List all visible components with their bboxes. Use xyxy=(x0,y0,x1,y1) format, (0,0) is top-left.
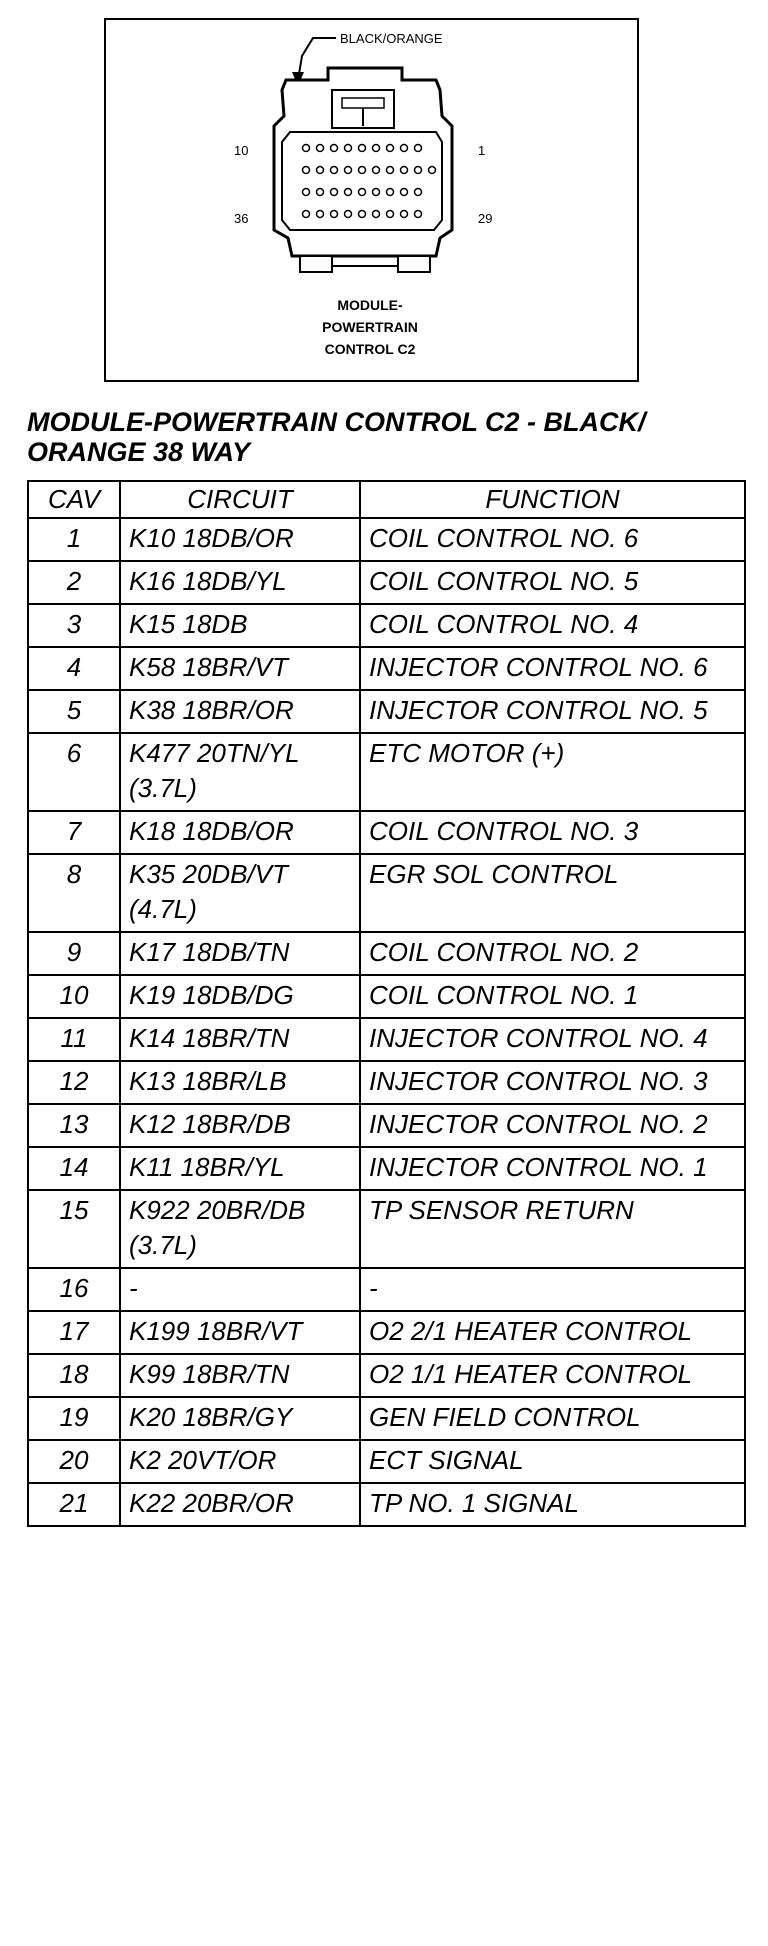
cav-cell: 1 xyxy=(28,518,120,561)
table-row xyxy=(28,1018,745,1061)
function-cell: INJECTOR CONTROL NO. 1 xyxy=(360,1147,745,1190)
cav-cell: 13 xyxy=(28,1104,120,1147)
function-cell: O2 2/1 HEATER CONTROL xyxy=(360,1311,745,1354)
table-row xyxy=(28,1147,745,1190)
function-cell: TP SENSOR RETURN xyxy=(360,1190,745,1268)
caption-line-1: MODULE- xyxy=(337,297,403,313)
table-row xyxy=(28,518,745,561)
circuit-cell: K2 20VT/OR xyxy=(120,1440,360,1483)
circuit-cell: K20 18BR/GY xyxy=(120,1397,360,1440)
cav-cell: 18 xyxy=(28,1354,120,1397)
circuit-cell: K14 18BR/TN xyxy=(120,1018,360,1061)
cav-cell: 14 xyxy=(28,1147,120,1190)
cav-cell: 12 xyxy=(28,1061,120,1104)
cav-cell: 16 xyxy=(28,1268,120,1311)
cav-cell: 17 xyxy=(28,1311,120,1354)
cav-cell: 15 xyxy=(28,1190,120,1268)
table-row xyxy=(28,1061,745,1104)
pinout-table xyxy=(27,480,746,1527)
table-row xyxy=(28,932,745,975)
header-function: FUNCTION xyxy=(360,481,745,518)
circuit-cell: K38 18BR/OR xyxy=(120,690,360,733)
circuit-cell: K58 18BR/VT xyxy=(120,647,360,690)
table-row xyxy=(28,854,745,932)
cav-cell: 4 xyxy=(28,647,120,690)
pin-label-1: 1 xyxy=(478,143,486,158)
function-cell: ETC MOTOR (+) xyxy=(360,733,745,811)
table-row xyxy=(28,1354,745,1397)
circuit-cell: K99 18BR/TN xyxy=(120,1354,360,1397)
header-cav: CAV xyxy=(28,481,120,518)
caption-line-3: CONTROL C2 xyxy=(324,341,416,357)
table-row xyxy=(28,561,745,604)
cav-cell: 9 xyxy=(28,932,120,975)
table-row xyxy=(28,1440,745,1483)
table-heading: MODULE-POWERTRAIN CONTROL C2 - BLACK/ ORANGE 38 WAY xyxy=(27,407,646,467)
table-row xyxy=(28,733,745,811)
caption-line-2: POWERTRAIN xyxy=(322,319,418,335)
table-row xyxy=(28,1104,745,1147)
table-row xyxy=(28,1190,745,1268)
circuit-cell: K17 18DB/TN xyxy=(120,932,360,975)
circuit-cell: K18 18DB/OR xyxy=(120,811,360,854)
function-cell: - xyxy=(360,1268,745,1311)
table-row xyxy=(28,1311,745,1354)
table-row xyxy=(28,1268,745,1311)
function-cell: COIL CONTROL NO. 3 xyxy=(360,811,745,854)
connector-diagram xyxy=(106,20,637,380)
circuit-cell: K199 18BR/VT xyxy=(120,1311,360,1354)
table-row xyxy=(28,1397,745,1440)
function-cell: COIL CONTROL NO. 1 xyxy=(360,975,745,1018)
function-cell: EGR SOL CONTROL xyxy=(360,854,745,932)
circuit-cell: K16 18DB/YL xyxy=(120,561,360,604)
cav-cell: 6 xyxy=(28,733,120,811)
cav-cell: 3 xyxy=(28,604,120,647)
function-cell: COIL CONTROL NO. 5 xyxy=(360,561,745,604)
function-cell: TP NO. 1 SIGNAL xyxy=(360,1483,745,1526)
function-cell: INJECTOR CONTROL NO. 4 xyxy=(360,1018,745,1061)
pin-label-36: 36 xyxy=(234,211,249,226)
cav-cell: 2 xyxy=(28,561,120,604)
function-cell: O2 1/1 HEATER CONTROL xyxy=(360,1354,745,1397)
table-row xyxy=(28,811,745,854)
function-cell: COIL CONTROL NO. 6 xyxy=(360,518,745,561)
table-row xyxy=(28,647,745,690)
circuit-cell: - xyxy=(120,1268,360,1311)
function-cell: ECT SIGNAL xyxy=(360,1440,745,1483)
cav-cell: 7 xyxy=(28,811,120,854)
cav-cell: 10 xyxy=(28,975,120,1018)
table-row xyxy=(28,975,745,1018)
callout-label: BLACK/ORANGE xyxy=(340,31,443,46)
cav-cell: 19 xyxy=(28,1397,120,1440)
pin-label-29: 29 xyxy=(478,211,493,226)
circuit-cell: K12 18BR/DB xyxy=(120,1104,360,1147)
function-cell: COIL CONTROL NO. 4 xyxy=(360,604,745,647)
connector-tab-left xyxy=(300,256,332,272)
table-row xyxy=(28,1483,745,1526)
header-circuit: CIRCUIT xyxy=(120,481,360,518)
cav-cell: 8 xyxy=(28,854,120,932)
table-row xyxy=(28,604,745,647)
cav-cell: 11 xyxy=(28,1018,120,1061)
function-cell: INJECTOR CONTROL NO. 6 xyxy=(360,647,745,690)
function-cell: INJECTOR CONTROL NO. 2 xyxy=(360,1104,745,1147)
circuit-cell: K19 18DB/DG xyxy=(120,975,360,1018)
circuit-cell: K10 18DB/OR xyxy=(120,518,360,561)
function-cell: GEN FIELD CONTROL xyxy=(360,1397,745,1440)
circuit-cell: K477 20TN/YL (3.7L) xyxy=(120,733,360,811)
circuit-cell: K11 18BR/YL xyxy=(120,1147,360,1190)
cav-cell: 21 xyxy=(28,1483,120,1526)
connector-figure xyxy=(104,18,639,382)
cav-cell: 20 xyxy=(28,1440,120,1483)
function-cell: INJECTOR CONTROL NO. 5 xyxy=(360,690,745,733)
circuit-cell: K15 18DB xyxy=(120,604,360,647)
circuit-cell: K35 20DB/VT (4.7L) xyxy=(120,854,360,932)
circuit-cell: K22 20BR/OR xyxy=(120,1483,360,1526)
table-row xyxy=(28,690,745,733)
connector-tab-right xyxy=(398,256,430,272)
cav-cell: 5 xyxy=(28,690,120,733)
circuit-cell: K13 18BR/LB xyxy=(120,1061,360,1104)
function-cell: INJECTOR CONTROL NO. 3 xyxy=(360,1061,745,1104)
table-header-row xyxy=(28,481,745,518)
pin-label-10: 10 xyxy=(234,143,249,158)
circuit-cell: K922 20BR/DB (3.7L) xyxy=(120,1190,360,1268)
function-cell: COIL CONTROL NO. 2 xyxy=(360,932,745,975)
